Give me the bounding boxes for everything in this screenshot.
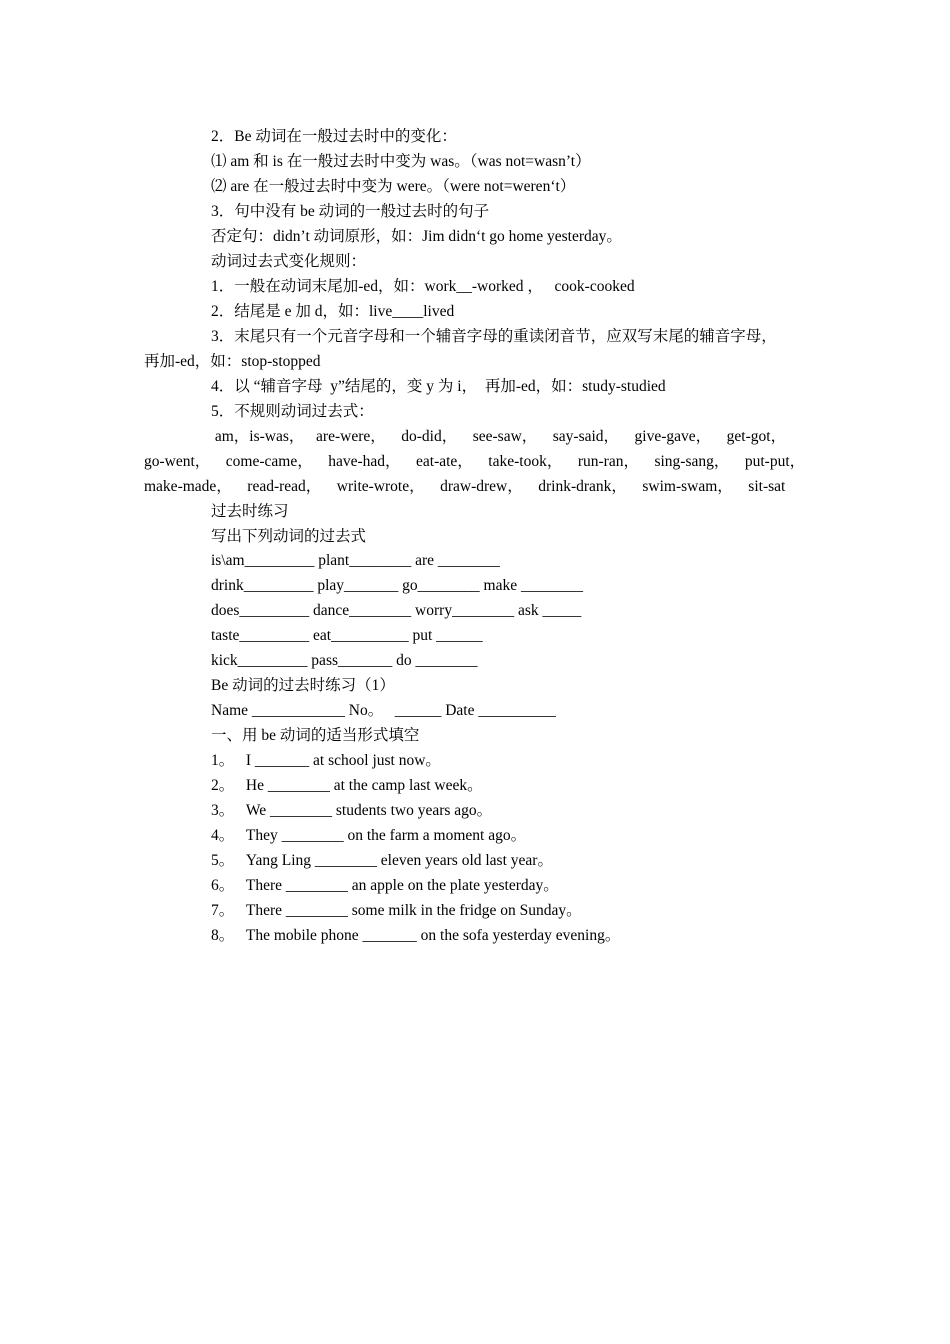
rule-am-is: ⑴ am 和 is 在一般过去时中变为 was。（was not=wasn’t） (211, 153, 591, 170)
rule-3-double-consonant: 3．末尾只有一个元音字母和一个辅音字母的重读闭音节，应双写末尾的辅音字母， (211, 328, 777, 345)
question-6: 6。 There ________ an apple on the plate yesterday。 (211, 877, 559, 894)
heading-be-verb-change: 2．Be 动词在一般过去时中的变化： (211, 128, 457, 145)
heading-past-tense-rules: 动词过去式变化规则： (211, 253, 367, 270)
instruction-write-past-tense: 写出下列动词的过去式 (211, 528, 367, 545)
question-1: 1。 I _______ at school just now。 (211, 752, 441, 769)
exercise-row-3: does_________ dance________ worry________ ask _____ (211, 602, 582, 619)
irregular-verbs-row-1: am，is-was， are-were， do-did， see-saw， say-said， give-gave， get-got， (211, 428, 787, 445)
rule-2-add-d: 2．结尾是 e 加 d，如：live____lived (211, 303, 455, 320)
question-2: 2。 He ________ at the camp last week。 (211, 777, 483, 794)
heading-past-tense-practice: 过去时练习 (211, 503, 289, 520)
exercise-row-4: taste_________ eat__________ put ______ (211, 627, 483, 644)
heading-irregular-verbs: 5．不规则动词过去式： (211, 403, 374, 420)
question-4: 4。 They ________ on the farm a moment ago。 (211, 827, 527, 844)
irregular-verbs-row-3: make-made， read-read， write-wrote， draw-drew， drink-drank， swim-swam， sit-sat (144, 478, 786, 495)
heading-be-verb-practice: Be 动词的过去时练习（1） (211, 677, 395, 694)
rule-3-continuation: 再加-ed，如：stop-stopped (144, 353, 321, 370)
exercise-row-2: drink_________ play_______ go________ make ________ (211, 577, 583, 594)
rule-are: ⑵ are 在一般过去时中变为 were。（were not=weren‘t） (211, 178, 576, 195)
rule-4-y-to-i: 4．以 “辅音字母 y”结尾的，变 y 为 i， 再加-ed，如：study-studied (211, 378, 666, 395)
negative-sentence-rule: 否定句：didn’t 动词原形，如：Jim didn‘t go home yesterday。 (211, 228, 622, 245)
exercise-row-5: kick_________ pass_______ do ________ (211, 652, 478, 669)
exercise-row-1: is\am_________ plant________ are ________ (211, 552, 500, 569)
question-3: 3。 We ________ students two years ago。 (211, 802, 493, 819)
section-fill-in-be: 一、用 be 动词的适当形式填空 (211, 727, 420, 744)
question-5: 5。 Yang Ling ________ eleven years old last year。 (211, 852, 553, 869)
rule-1-add-ed: 1．一般在动词末尾加-ed，如：work__-worked ， cook-cooked (211, 278, 635, 295)
name-number-date-line: Name ____________ No。 ______ Date __________ (211, 702, 556, 719)
question-7: 7。 There ________ some milk in the fridge on Sunday。 (211, 902, 582, 919)
question-8: 8。 The mobile phone _______ on the sofa yesterday evening。 (211, 927, 621, 944)
heading-no-be-verb: 3．句中没有 be 动词的一般过去时的句子 (211, 203, 490, 220)
irregular-verbs-row-2: go-went， come-came， have-had， eat-ate， take-took， run-ran， sing-sang， put-put， (144, 453, 806, 470)
